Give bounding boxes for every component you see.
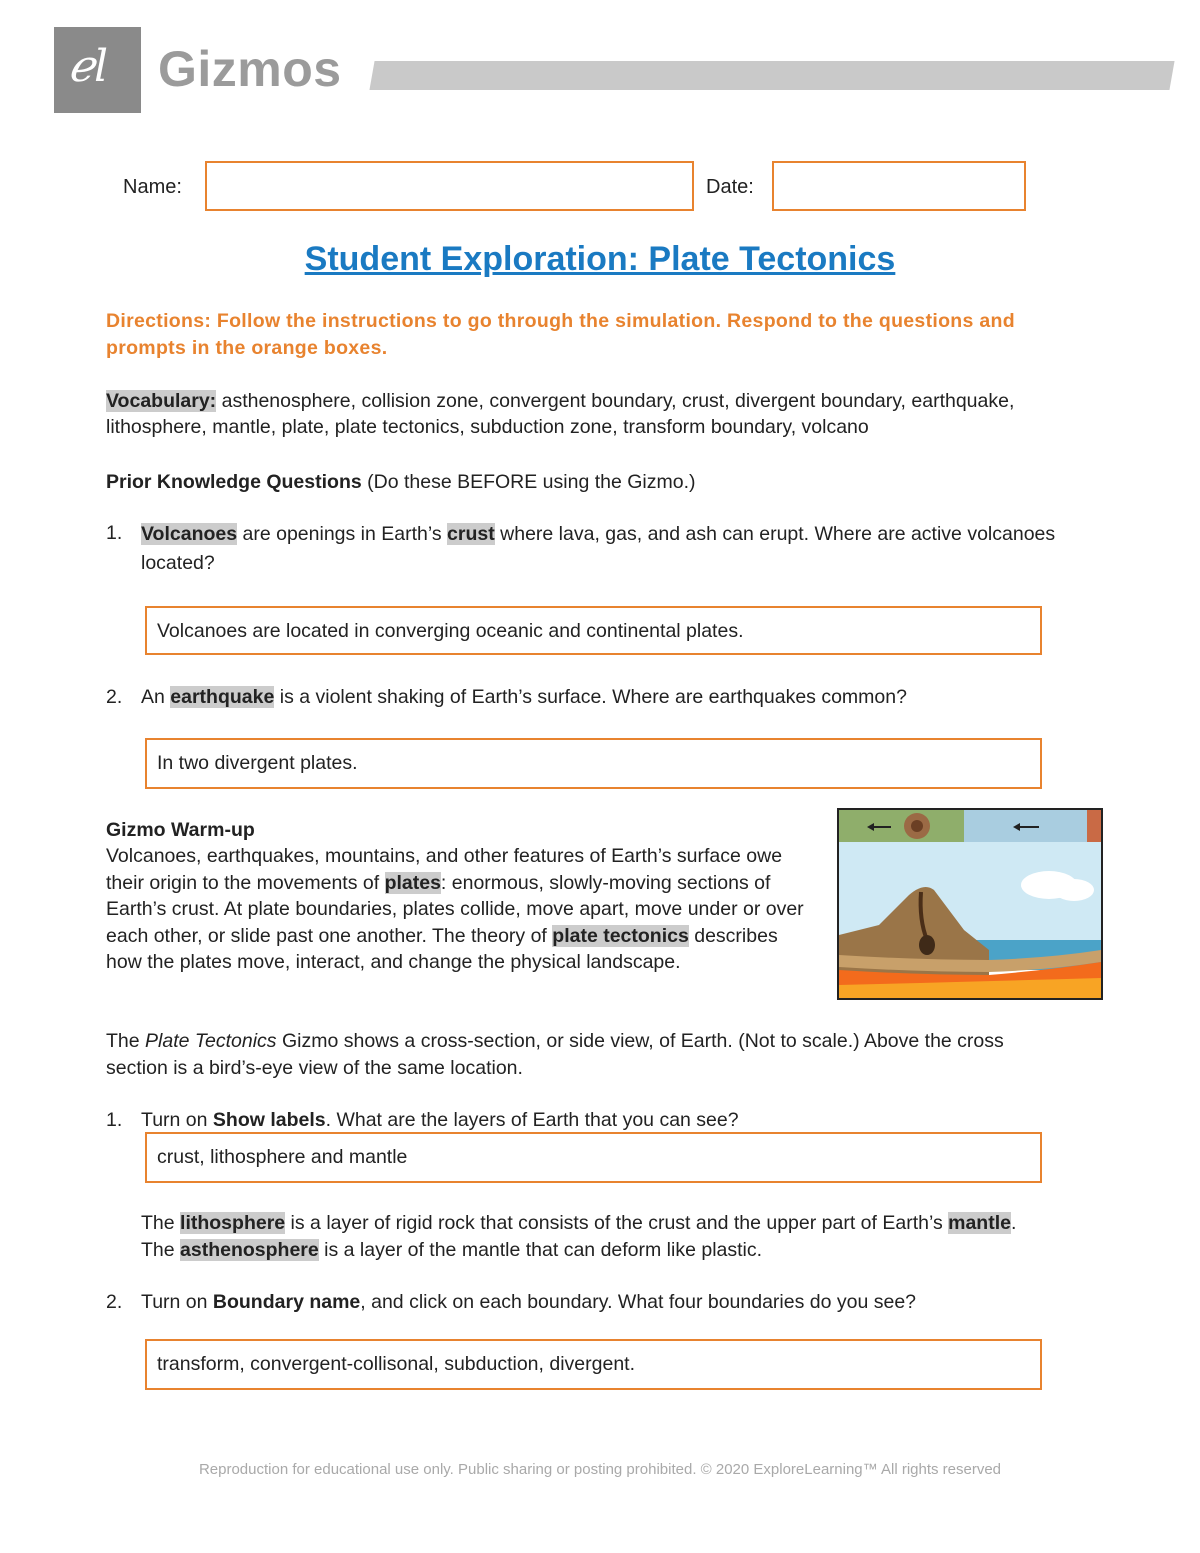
info-text: is a layer of the mantle that can deform like plastic. xyxy=(318,1239,763,1261)
prior-knowledge-note: (Do these BEFORE using the Gizmo.) xyxy=(361,471,696,493)
warmup-heading: Gizmo Warm-up xyxy=(106,819,255,841)
show-labels-term: Show labels xyxy=(212,1109,326,1131)
question-2-text xyxy=(141,684,1071,710)
term-crust: crust xyxy=(447,523,495,545)
warmup-text: describes how the plates move, interact, and change the physical landscape. xyxy=(106,924,778,973)
info-text: The xyxy=(141,1212,181,1234)
term-asthenosphere: asthenosphere xyxy=(180,1239,319,1261)
q1-text-part: are openings in Earth’s xyxy=(237,523,448,545)
q2-text-part: is a violent shaking of Earth’s surface. Where are earthquakes common? xyxy=(274,686,907,708)
term-lithosphere: lithosphere xyxy=(180,1212,286,1234)
info-text: is a layer of rigid rock that consists of the crust and the upper part of Earth’s xyxy=(285,1212,949,1234)
logo-glyph: ℯl xyxy=(68,41,109,92)
wq2-text: , and click on each boundary. What four boundaries do you see? xyxy=(360,1291,917,1313)
lithosphere-info xyxy=(141,1210,1051,1264)
plate-tectonics-illustration xyxy=(837,808,1103,1000)
prior-knowledge-heading xyxy=(106,469,1086,495)
boundary-name-term: Boundary name xyxy=(212,1291,361,1313)
gizmos-brand: Gizmos xyxy=(158,41,342,97)
question-1-text xyxy=(141,520,1071,578)
answer-box-3[interactable]: crust, lithosphere and mantle xyxy=(145,1132,1042,1183)
term-volcanoes: Volcanoes xyxy=(141,523,238,545)
vocabulary xyxy=(106,388,1086,440)
gizmo-text: The xyxy=(106,1030,146,1052)
answer-box-4[interactable]: transform, convergent-collisonal, subduction, divergent. xyxy=(145,1339,1042,1390)
term-plates: plates xyxy=(384,871,441,894)
volcano-cross-section xyxy=(839,810,1101,998)
page-title: Student Exploration: Plate Tectonics xyxy=(304,240,896,278)
question-number: 1. xyxy=(106,1109,123,1131)
warmup-text: : enormous, slowly-moving sections of Earth’s crust. At plate boundaries, plates collide, move apart, move under or over each other, or slide past one another. The theory of xyxy=(106,871,804,947)
gizmo-name: Plate Tectonics xyxy=(145,1030,277,1052)
question-number: 2. xyxy=(106,686,123,708)
footer-copyright: Reproduction for educational use only. Public sharing or posting prohibited. © 2020 ExploreLearning™ All rights reserved xyxy=(198,1461,1002,1478)
answer-box-1[interactable]: Volcanoes are located in converging oceanic and continental plates. xyxy=(145,606,1042,655)
directions: Directions: Follow the instructions to go through the simulation. Respond to the questions and prompts in the orange boxes. xyxy=(106,310,1015,359)
q2-text-part: An xyxy=(141,686,171,708)
warmup-text: Volcanoes, earthquakes, mountains, and other features of Earth’s surface owe their origin to the movements of xyxy=(106,845,783,894)
date-field[interactable] xyxy=(772,161,1026,211)
wq1-text: Turn on xyxy=(141,1109,213,1131)
question-number: 1. xyxy=(106,522,123,544)
wq2-text: Turn on xyxy=(141,1291,213,1313)
vocabulary-text: asthenosphere, collision zone, convergent boundary, crust, divergent boundary, earthquake, lithosphere, mantle, plate, plate tectonics, subduction zone, transform boundary, volcano xyxy=(106,390,1015,438)
prior-knowledge-title: Prior Knowledge Questions xyxy=(106,471,362,493)
header-bar xyxy=(369,61,1174,90)
gizmo-description xyxy=(106,1028,1066,1082)
term-mantle: mantle xyxy=(948,1212,1011,1234)
gizmo-text: Gizmo shows a cross-section, or side view, of Earth. (Not to scale.) Above the cross section is a bird’s-eye view of the same location. xyxy=(106,1030,1004,1079)
gizmos-logo-mark xyxy=(54,27,141,113)
term-plate-tectonics: plate tectonics xyxy=(552,924,689,947)
name-field[interactable] xyxy=(205,161,694,211)
term-earthquake: earthquake xyxy=(170,686,275,708)
wq1-text: . What are the layers of Earth that you can see? xyxy=(325,1109,739,1131)
name-label: Name: xyxy=(123,176,182,198)
warmup-question-2 xyxy=(141,1289,1071,1315)
warmup-paragraph xyxy=(106,843,818,976)
answer-box-2[interactable]: In two divergent plates. xyxy=(145,738,1042,789)
question-number: 2. xyxy=(106,1291,123,1313)
info-text: . The xyxy=(141,1212,1017,1261)
vocabulary-label: Vocabulary: xyxy=(106,390,217,412)
date-label: Date: xyxy=(706,176,754,198)
warmup-question-1 xyxy=(141,1107,1071,1133)
q1-text-part: where lava, gas, and ash can erupt. Where are active volcanoes located? xyxy=(141,523,1056,574)
